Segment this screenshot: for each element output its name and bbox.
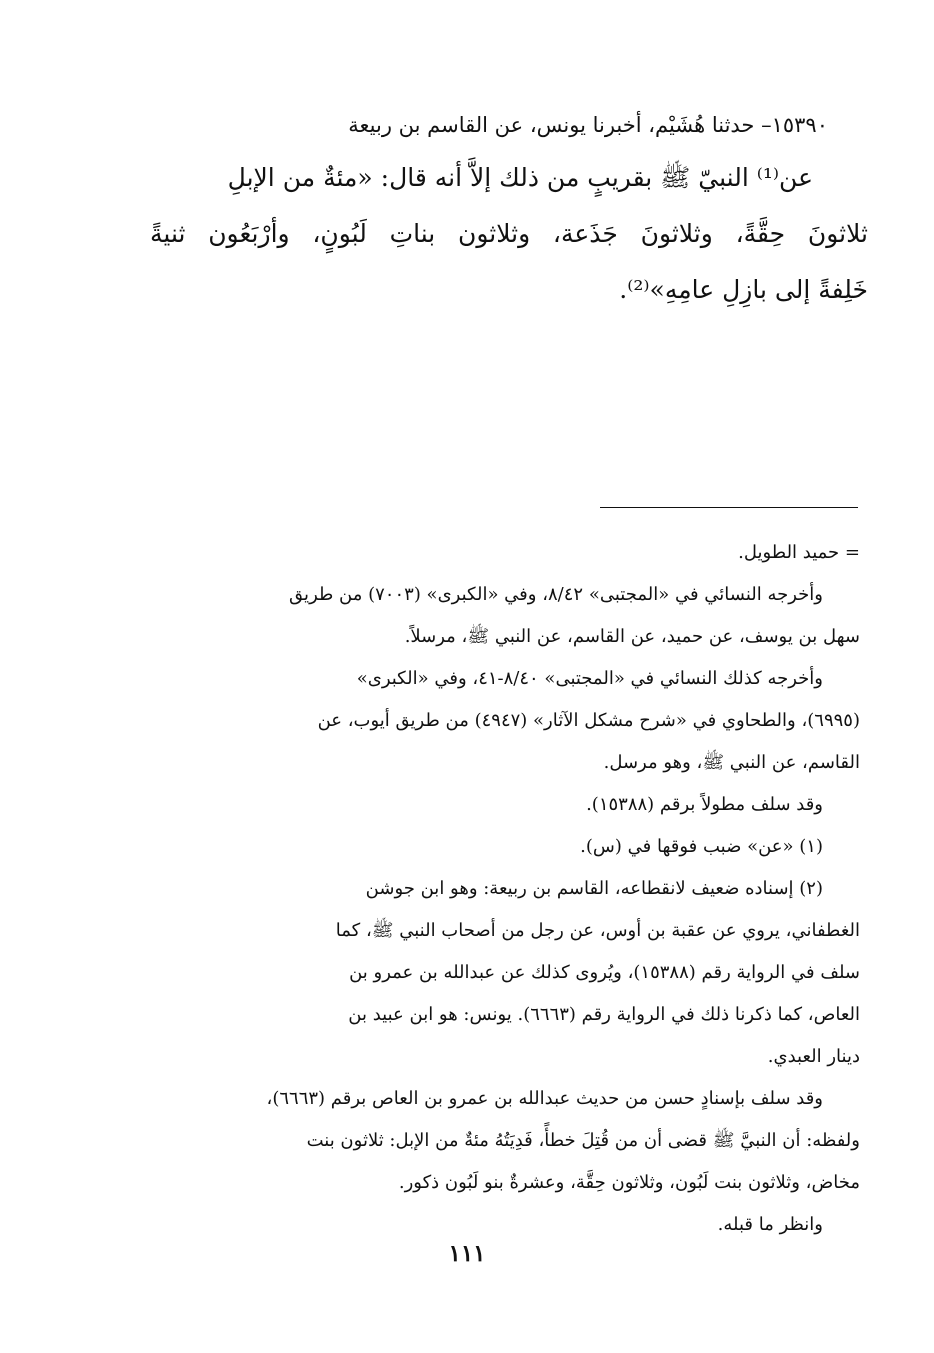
hadith-header: ١٥٣٩٠– حدثنا هُشَيْم، أخبرنا يونس، عن القاسم بن ربيعة bbox=[348, 113, 828, 137]
footnote-line: الغطفاني، يروي عن عقبة بن أوس، عن رجل من أصحاب النبي ﷺ، كما bbox=[335, 920, 860, 941]
footnote-line: وقد سلف بإسنادٍ حسن من حديث عبدالله بن عمرو بن العاص برقم (٦٦٦٣)، bbox=[266, 1088, 823, 1109]
footnote-line: مخاض، وثلاثون بنت لَبُون، وثلاثون حِقَّة، وعشرةٌ بنو لَبُون ذكور. bbox=[398, 1172, 860, 1193]
footnote-1: (١) «عن» ضبب فوقها في (س). bbox=[580, 836, 823, 857]
footnote-line: دينار العبدي. bbox=[767, 1046, 860, 1067]
footnote-line: وقد سلف مطولاً برقم (١٥٣٨٨). bbox=[586, 794, 823, 815]
hadith-text-line-2: ثلاثونَ حِقَّةً، وثلاثونَ جَذَعة، وثلاثون بناتِ لَبُونٍ، وأرْبَعُون ثنيةً bbox=[150, 219, 868, 248]
footnotes-section bbox=[150, 532, 868, 1246]
footnote-line: القاسم، عن النبي ﷺ، وهو مرسل. bbox=[603, 752, 860, 773]
hadith-text-line-3: خَلِفةً إلى بازِلِ عامِهِ»⁽²⁾. bbox=[619, 275, 868, 304]
hadith-text-line-1: عن⁽¹⁾ النبيّ ﷺ بقريبٍ من ذلك إلاَّ أنه قال: «مئةٌ من الإبلِ bbox=[227, 163, 813, 192]
footnote-separator bbox=[600, 507, 858, 508]
footnote-line: سهل بن يوسف، عن حميد، عن القاسم، عن النبي ﷺ، مرسلاً. bbox=[404, 626, 860, 647]
footnote-line: ولفظه: أن النبيَّ ﷺ قضى أن من قُتِلَ خطأً، فَدِيَتُهُ مئةٌ من الإبل: ثلاثون بنت bbox=[306, 1130, 860, 1151]
footnote-line: وانظر ما قبله. bbox=[717, 1214, 823, 1235]
footnote-line: وأخرجه النسائي في «المجتبى» ٨/٤٢، وفي «الكبرى» (٧٠٠٣) من طريق bbox=[289, 584, 823, 605]
hadith-main-text bbox=[150, 100, 868, 318]
footnote-line: سلف في الرواية رقم (١٥٣٨٨)، ويُروى كذلك عن عبدالله بن عمرو بن bbox=[349, 962, 860, 983]
footnote-line: العاص، كما ذكرنا ذلك في الرواية رقم (٦٦٦٣). يونس: هو ابن عبيد بن bbox=[348, 1004, 860, 1025]
footnote-line: (٦٩٩٥)، والطحاوي في «شرح مشكل الآثار» (٤٩٤٧) من طريق أيوب، عن bbox=[317, 710, 860, 731]
page-number: ١١١ bbox=[448, 1240, 486, 1267]
footnote-2: (٢) إسناده ضعيف لانقطاعه، القاسم بن ربيعة: وهو ابن جوشن bbox=[365, 878, 823, 899]
footnote-line: = حميد الطويل. bbox=[738, 542, 860, 563]
footnote-line: وأخرجه كذلك النسائي في «المجتبى» ٨/٤٠-٤١، وفي «الكبرى» bbox=[356, 668, 823, 689]
